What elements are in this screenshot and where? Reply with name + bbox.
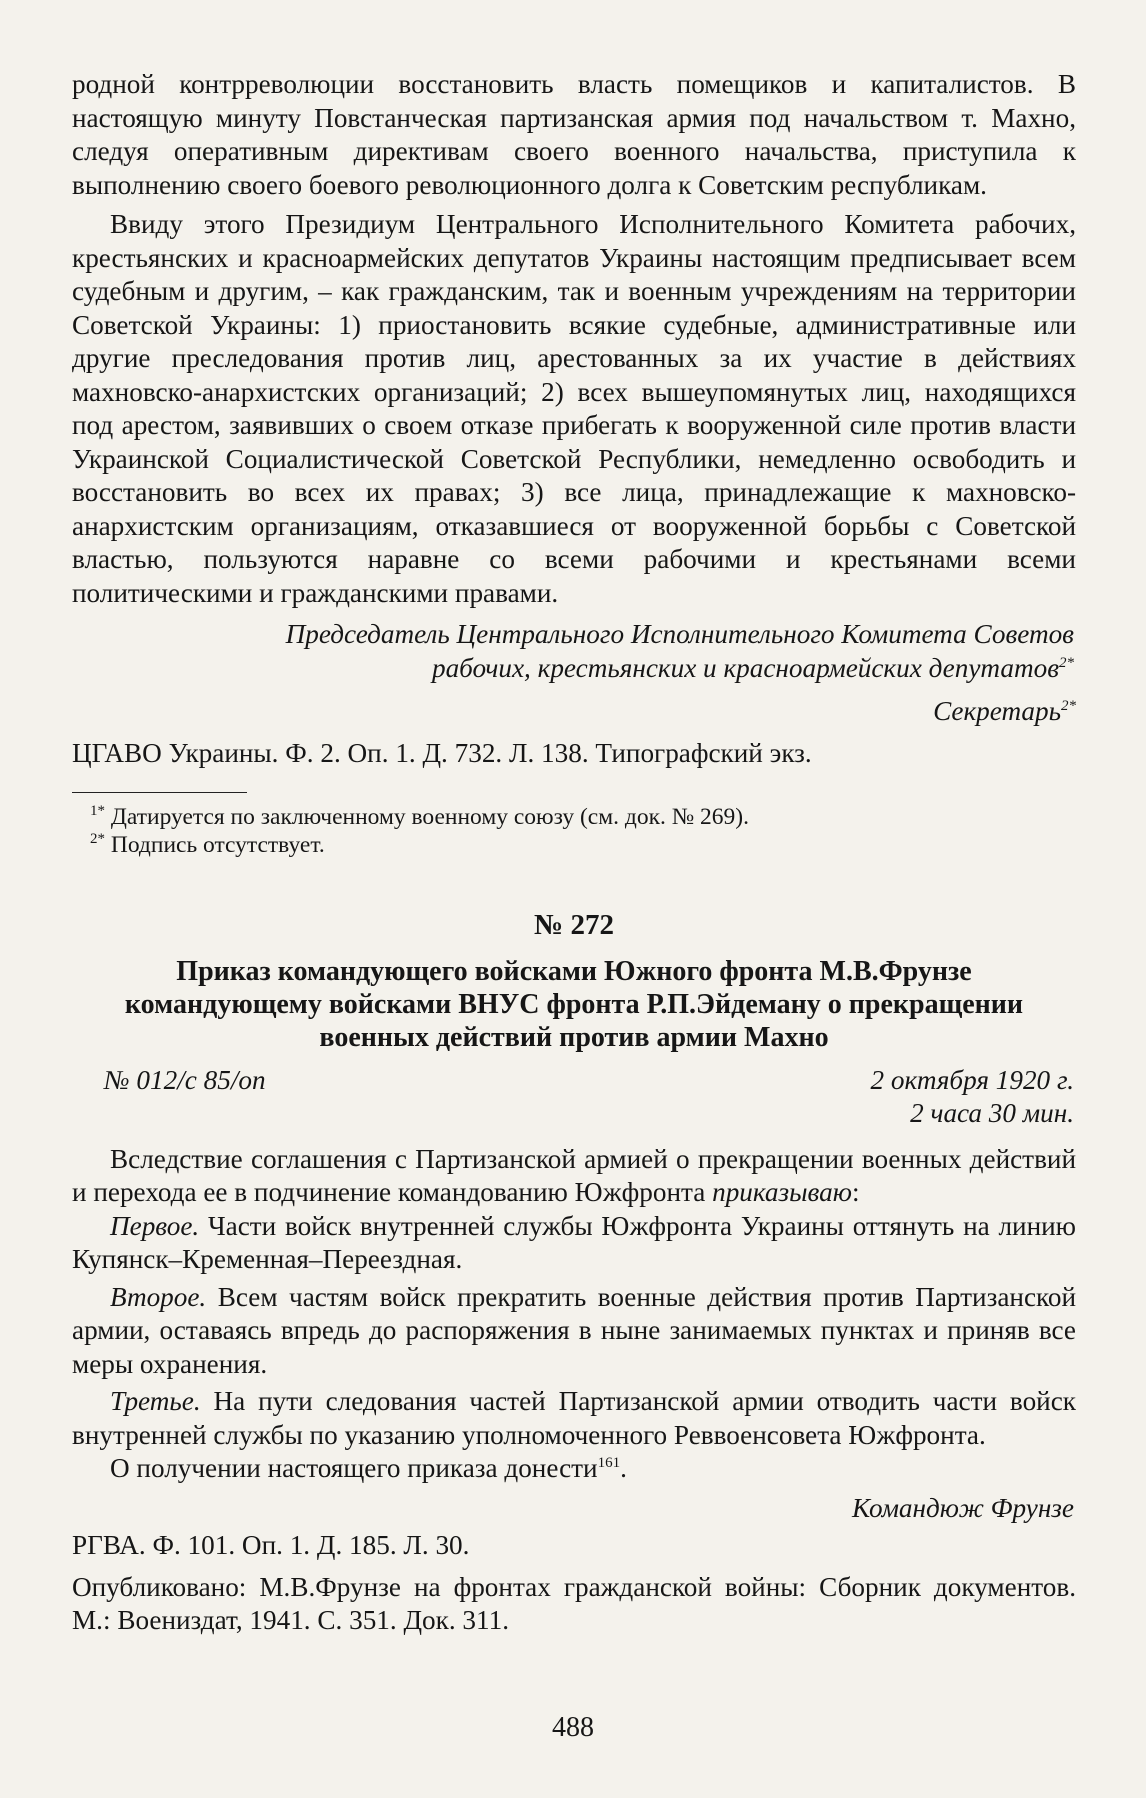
footnote-mark: 1* bbox=[90, 803, 105, 820]
page-number: 488 bbox=[552, 1712, 594, 1743]
secretary-title: Секретарь bbox=[933, 696, 1061, 726]
document-header-row bbox=[72, 1064, 1076, 1098]
title-line-2: командующему войсками ВНУС фронта Р.П.Эйдеману о прекращении bbox=[124, 988, 1024, 1020]
footnote-2: Подпись отсутствует. bbox=[110, 832, 325, 858]
chairman-signature bbox=[72, 618, 1076, 685]
footnote-1: Датируется по заключенному военному союзу (см. док. № 269). bbox=[110, 804, 749, 830]
chairman-title-line2: рабочих, крестьянских и красноармейских депутатов bbox=[431, 652, 1059, 683]
archive-reference: РГВА. Ф. 101. Оп. 1. Д. 185. Л. 30. bbox=[72, 1530, 470, 1560]
endnote-ref: 161 bbox=[597, 1454, 621, 1471]
secretary-signature bbox=[72, 695, 1076, 729]
footnote-ref: 2* bbox=[1059, 654, 1074, 671]
order-intro: Вследствие соглашения с Партизанской армией о прекращении военных действий и перехода ее в подчинение командованию Южфронта приказываю: bbox=[72, 1143, 1076, 1207]
order-verb: приказываю bbox=[712, 1177, 852, 1207]
order-item-third: Третье. На пути следования частей Партизанской армии отводить части войск внутренней службы по указанию уполномоченного Реввоенсовета Южфронта. bbox=[72, 1386, 1076, 1450]
footnote-ref: 2* bbox=[1061, 697, 1076, 714]
footnotes bbox=[72, 803, 1076, 859]
order-report: О получении настоящего приказа донести$^{161}$. bbox=[110, 1453, 627, 1483]
footnote-divider bbox=[72, 792, 247, 793]
footnote-mark: 2* bbox=[90, 831, 105, 848]
archive-reference: ЦГАВО Украины. Ф. 2. Оп. 1. Д. 732. Л. 138. Типографский экз. bbox=[72, 737, 812, 768]
upper-section bbox=[72, 68, 1076, 1638]
document-title bbox=[72, 955, 1076, 1054]
order-item-first: Первое. Части войск внутренней службы Южфронта Украины оттянуть на линию Купянск–Кременная–Переездная. bbox=[72, 1210, 1076, 1274]
paragraph-decree: Ввиду этого Президиум Центрального Исполнительного Комитета рабочих, крестьянских и красноармейских депутатов Украины настоящим предписывает всем судебным и другим, – как гражданским, так и военным учреждениям на территории Советской Украины: 1) приостановить всякие судебные, административные или другие преследования против лиц, арестованных за их участие в действиях махновско-анархистских организаций; 2) всех вышеупомянутых лиц, находящихся под арестом, заявивших о своем отказе прибегать к вооруженной силе против власти Украинской Социалистической Советской Республики, немедленно освободить и восстановить во всех их правах; 3) все лица, принадлежащие к махновско-анархистским организациям, отказавшиеся от вооруженной борьбы с Советской властью, пользуются наравне со всеми рабочими и крестьянами всеми политическими и гражданскими правами. bbox=[72, 209, 1076, 608]
title-line-3: военных действий против армии Махно bbox=[319, 1021, 829, 1053]
document-date: 2 октября 1920 г. bbox=[870, 1064, 1074, 1095]
order-item-second: Второе. Всем частям войск прекратить военные действия против Партизанской армии, оставаясь впредь до распоряжения в ныне занимаемых пунктах и приняв все меры охранения. bbox=[72, 1281, 1076, 1379]
title-line-1: Приказ командующего войсками Южного фронта М.В.Фрунзе bbox=[176, 955, 972, 987]
document-reference-number: № 012/с 85/оп bbox=[104, 1064, 266, 1095]
commander-signature: Командюж Фрунзе bbox=[852, 1492, 1074, 1523]
publication-reference: Опубликовано: М.В.Фрунзе на фронтах гражданской войны: Сборник документов. М.: Воениздат, 1941. С. 351. Док. 311. bbox=[72, 1571, 1076, 1635]
document-number: № 272 bbox=[534, 909, 614, 941]
document-time: 2 часа 30 мин. bbox=[910, 1098, 1074, 1128]
paragraph-continuation: родной контрреволюции восстановить власть помещиков и капиталистов. В настоящую минуту Повстанческая партизанская армия под начальством т. Махно, следуя оперативным директивам своего военного начальства, приступила к выполнению своего боевого революционного долга к Советским республикам. bbox=[72, 69, 1076, 200]
chairman-title-line1: Председатель Центрального Исполнительного Комитета Советов bbox=[285, 619, 1074, 649]
